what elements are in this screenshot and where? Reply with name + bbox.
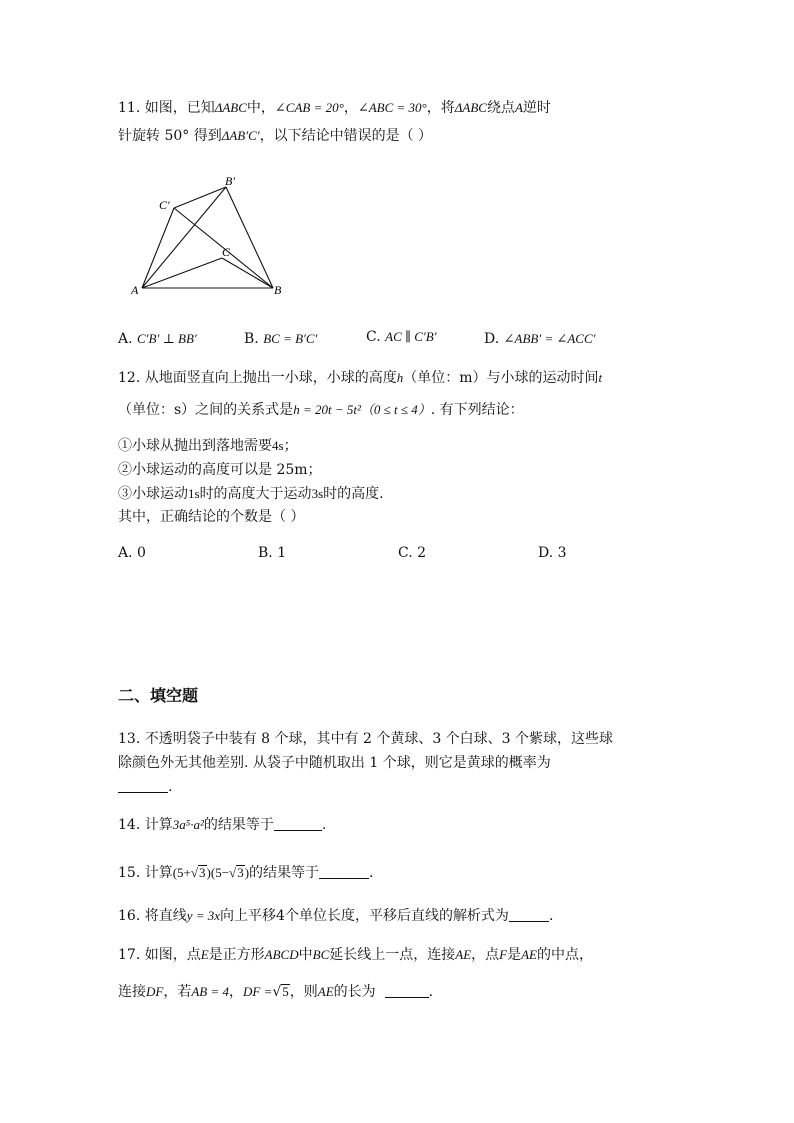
q11-line2 [118, 126, 432, 146]
segment-b-prime-b [226, 187, 273, 288]
question-text: 的长为 [333, 984, 376, 1000]
option-text: 3 [557, 545, 567, 561]
q11-text: ，将 [426, 100, 455, 116]
question-text: 的结果等于 [249, 865, 320, 881]
statement-text: 时的高度. [323, 486, 384, 502]
answer-blank[interactable] [385, 983, 429, 998]
math-var: BC [312, 947, 330, 962]
option-text: BC = B′C′ [263, 331, 318, 346]
radicand: 3 [199, 865, 206, 880]
q15-expression [173, 865, 249, 880]
question-text: 延长线上一点，连接 [329, 947, 456, 963]
q14 [118, 815, 326, 835]
answer-blank[interactable] [118, 778, 168, 793]
q11-text: 绕点 [486, 100, 515, 116]
option-text: AC ∥ C′B′ [385, 329, 437, 344]
q12-ask [118, 507, 304, 527]
q12-statement-1 [118, 436, 298, 456]
label-c: C [222, 245, 231, 259]
question-text: 的结果等于 [203, 817, 274, 833]
statement-value: 4s [272, 438, 284, 453]
math-var: ABCD [264, 947, 299, 962]
q11-angle-abc: ∠ABC = 30° [357, 100, 427, 115]
label-a: A [131, 283, 139, 297]
q12-line1 [118, 368, 602, 388]
q12-text: . 有下列结论： [430, 402, 524, 418]
option-letter: D. [538, 545, 554, 561]
question-text: 14. 计算 [118, 817, 173, 833]
question-text: 中 [298, 947, 313, 963]
option-letter: D. [484, 331, 500, 347]
section-title: 二、填空题 [118, 686, 199, 705]
math-var: AE [317, 984, 334, 999]
q11-figure [128, 170, 288, 300]
paren-text: ) [244, 865, 250, 880]
q12-line2 [118, 400, 524, 420]
statement-value: 3s [311, 486, 324, 501]
segment-ab-prime [142, 187, 226, 288]
question-text: . [321, 817, 327, 833]
q11-line1 [118, 98, 551, 118]
radicand: 5 [282, 984, 289, 999]
question-text: 其中，正确结论的个数是（ ） [118, 509, 305, 525]
statement-text: ②小球运动的高度可以是 25m； [118, 462, 322, 478]
option-letter: B. [258, 545, 273, 561]
q17-line2 [118, 982, 433, 1002]
q12-option-c[interactable] [398, 545, 426, 561]
sqrt-icon: √ [229, 865, 237, 880]
option-text: ∠ABB′ = ∠ACC′ [503, 331, 596, 346]
q12-var-h: h [396, 370, 404, 385]
option-letter: A. [118, 545, 133, 561]
answer-blank[interactable] [509, 907, 549, 922]
statement-value: 1s [188, 486, 200, 501]
q13-line2 [118, 753, 551, 773]
paren-text: (5+ [172, 865, 191, 880]
segment-ac-prime [142, 208, 174, 288]
q16-expression: y = 3x [186, 908, 221, 923]
q11-rotated-triangle: ΔAB′C′ [221, 128, 260, 143]
answer-blank[interactable] [274, 816, 322, 831]
q16 [118, 906, 553, 926]
option-letter: C. [398, 545, 413, 561]
question-text: 的中点， [536, 947, 593, 963]
q11-angle-cab: ∠CAB = 20° [274, 100, 344, 115]
statement-text: ①小球从抛出到落地需要 [118, 438, 272, 454]
question-text: ，则 [289, 984, 318, 1000]
question-text: . [369, 865, 374, 881]
question-text: ，若 [163, 984, 192, 1000]
q11-text: 中， [246, 100, 275, 116]
math-var: AB = 4 [191, 984, 229, 999]
q11-option-d[interactable] [484, 331, 596, 347]
q11-text: ， [343, 100, 358, 116]
math-var: DF [146, 984, 164, 999]
question-text: 16. 将直线 [118, 908, 187, 924]
q11-option-a[interactable] [118, 331, 197, 347]
question-text: 17. 如图，点 [118, 947, 201, 963]
segment-c-prime-b-prime [174, 187, 226, 208]
question-text: 15. 计算 [118, 865, 173, 881]
q11-point-a: A [514, 100, 523, 115]
radicand: 3 [237, 865, 244, 880]
sqrt-icon: √ [272, 984, 282, 1000]
question-text: 是正方形 [208, 947, 265, 963]
q15 [118, 863, 373, 883]
question-text: 连接 [118, 984, 146, 1000]
math-var: AE [455, 947, 472, 962]
question-text: . [168, 779, 173, 795]
answer-blank[interactable] [319, 864, 369, 879]
option-letter: A. [118, 331, 133, 347]
question-text: 是 [507, 947, 522, 963]
statement-text: 时的高度大于运动 [199, 486, 312, 502]
q12-text: 12. 从地面竖直向上抛出一小球，小球的高度 [118, 370, 397, 386]
q11-text: ，以下结论中错误的是（ ） [259, 128, 433, 144]
q12-option-a[interactable] [118, 545, 146, 561]
option-text: C′B′ ⊥ BB′ [137, 331, 197, 346]
q11-triangle: ΔABC [214, 100, 247, 115]
question-text: 除颜色外无其他差别. 从袋子中随机取出 1 个球，则它是黄球的概率为 [118, 755, 551, 771]
math-var: DF = [243, 984, 273, 999]
segment-cb [222, 258, 273, 288]
option-text: 2 [417, 545, 427, 561]
q12-formula: h = 20t − 5t²（0 ≤ t ≤ 4） [293, 402, 431, 417]
math-var: E [200, 947, 209, 962]
q17-line1 [118, 945, 593, 965]
q11-text: 11. 如图，已知 [118, 100, 215, 116]
question-text: ， [229, 984, 243, 1000]
label-b-prime: B′ [225, 174, 235, 188]
statement-text: ③小球运动 [118, 486, 188, 502]
label-b: B [274, 283, 282, 297]
paren-text: ) [206, 865, 211, 880]
q12-option-d[interactable] [538, 545, 567, 561]
q11-option-b[interactable] [244, 331, 317, 347]
question-text: 向上平移4个单位长度，平移后直线的解析式为 [220, 908, 509, 924]
option-text: 1 [277, 545, 287, 561]
paren-text: (5− [210, 865, 230, 880]
q13-line1 [118, 729, 613, 749]
question-text: ，点 [471, 947, 500, 963]
q13-line3 [118, 777, 172, 797]
q11-option-c[interactable] [366, 329, 437, 345]
option-letter: B. [244, 331, 259, 347]
q12-option-b[interactable] [258, 545, 286, 561]
label-c-prime: C′ [159, 198, 170, 212]
question-text: 13. 不透明袋子中装有 8 个球，其中有 2 个黄球、3 个白球、3 个紫球，这些球 [118, 731, 614, 747]
option-text: 0 [137, 545, 146, 561]
q11-triangle: ΔABC [454, 100, 487, 115]
option-letter: C. [366, 329, 381, 345]
q12-statement-2 [118, 460, 322, 480]
math-var: AE [521, 947, 537, 962]
question-text: . [428, 984, 434, 1000]
q14-expression: 3a⁵·a² [172, 817, 204, 832]
math-var: F [499, 947, 508, 962]
question-text: . [548, 908, 554, 924]
q12-statement-3 [118, 484, 384, 504]
q12-text: （单位：s）之间的关系式是 [118, 402, 294, 418]
q12-var-t: t [598, 370, 603, 385]
q11-text: 逆时 [522, 100, 551, 116]
sqrt-icon: √ [190, 865, 199, 880]
q12-text: （单位：m）与小球的运动时间 [403, 370, 599, 386]
q11-text: 针旋转 50° 得到 [118, 128, 222, 144]
statement-text: ； [283, 438, 298, 454]
